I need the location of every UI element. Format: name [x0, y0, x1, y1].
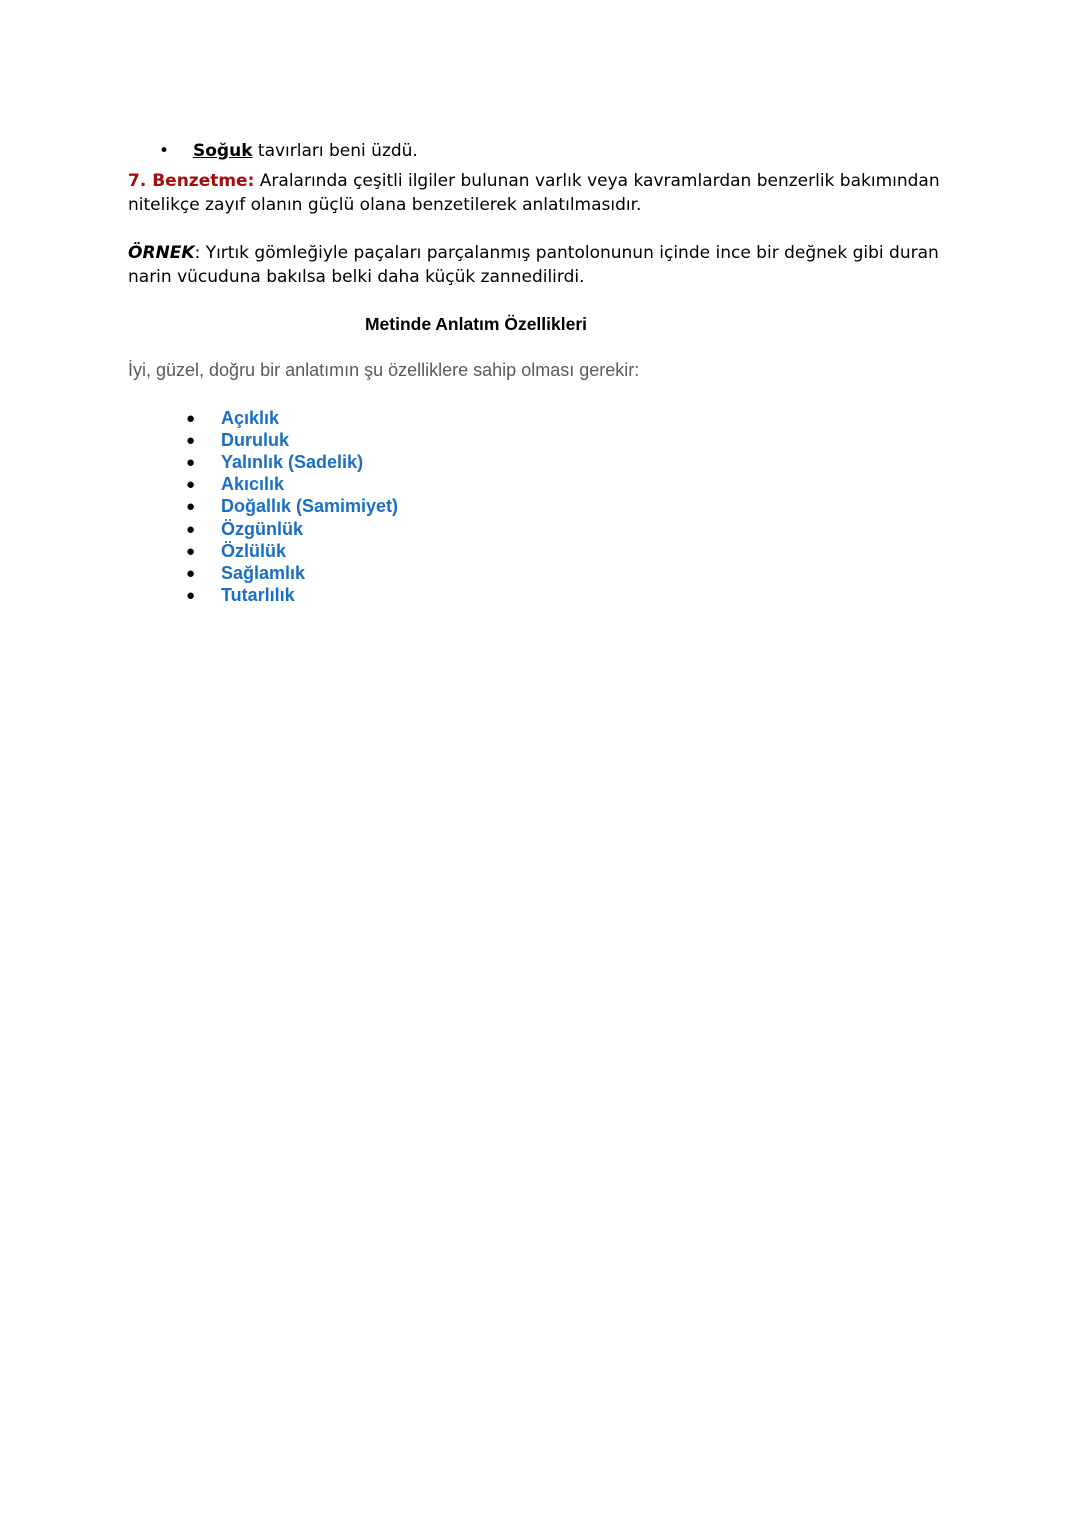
list-item — [186, 407, 398, 429]
list-item — [186, 585, 398, 607]
ornek-paragraph — [128, 241, 958, 289]
property-label: Sağlamlık — [221, 562, 306, 583]
bullet-dot: ● — [186, 431, 196, 449]
bullet-dot: ● — [186, 564, 196, 582]
bullet-dot: ● — [186, 453, 196, 471]
list-item — [186, 474, 398, 496]
list-item — [186, 496, 398, 518]
property-label: Yalınlık (Sadelik) — [221, 451, 364, 472]
section-title: Metinde Anlatım Özellikleri — [364, 314, 588, 334]
list-item — [186, 429, 398, 451]
benzetme-text: Aralarında çeşitli ilgiler bulunan varlık veya kavramlardan benzerlik bakımından nitelikçe zayıf olanın güçlü olana benzetilerek anlatılmasıdır. — [128, 171, 940, 215]
benzetme-paragraph — [128, 169, 958, 217]
property-label: Özlülük — [221, 540, 287, 561]
list-item — [186, 518, 398, 540]
property-label: Duruluk — [221, 429, 290, 450]
bullet-dot: • — [159, 141, 170, 161]
properties-list — [186, 407, 398, 607]
ornek-text: : Yırtık gömleğiyle paçaları parçalanmış pantolonunun içinde ince bir değnek gibi duran narin vücuduna bakılsa belki daha küçük zannedilirdi. — [128, 243, 939, 287]
property-label: Özgünlük — [221, 518, 303, 539]
section-intro: İyi, güzel, doğru bir anlatımın şu özelliklere sahip olması gerekir: — [128, 360, 640, 380]
property-label: Açıklık — [221, 407, 280, 428]
bullet-dot: ● — [186, 476, 196, 494]
property-label: Tutarlılık — [221, 585, 295, 606]
benzetme-heading: 7. Benzetme: — [128, 171, 255, 191]
example-bullet — [159, 139, 418, 163]
example-text: tavırları beni üzdü. — [252, 141, 418, 161]
list-item — [186, 451, 398, 473]
bullet-dot: ● — [186, 409, 196, 427]
bullet-dot: ● — [186, 498, 196, 516]
list-item — [186, 540, 398, 562]
property-label: Akıcılık — [221, 474, 285, 495]
list-item — [186, 562, 398, 584]
property-label: Doğallık (Samimiyet) — [221, 496, 399, 517]
example-keyword: Soğuk — [193, 141, 253, 161]
bullet-dot: ● — [186, 587, 196, 605]
bullet-dot: ● — [186, 542, 196, 560]
ornek-heading: ÖRNEK — [128, 243, 195, 263]
bullet-dot: ● — [186, 520, 196, 538]
